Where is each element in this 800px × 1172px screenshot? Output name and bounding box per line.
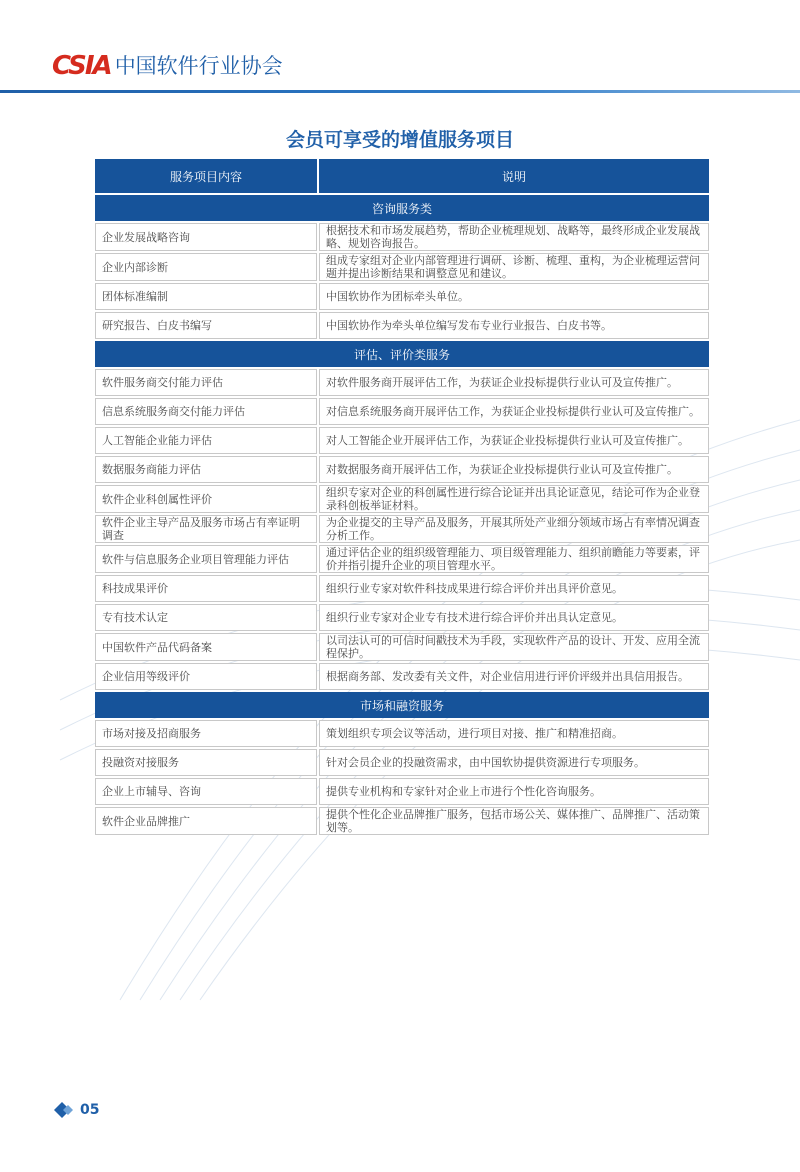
table-row	[95, 312, 709, 339]
table-row	[95, 369, 709, 396]
service-name: 软件企业科创属性评价	[95, 485, 317, 513]
table-row	[95, 575, 709, 602]
table-row	[95, 427, 709, 454]
service-name: 软件企业品牌推广	[95, 807, 317, 835]
table-row	[95, 253, 709, 281]
table-row	[95, 515, 709, 543]
table-row	[95, 283, 709, 310]
page-title: 会员可享受的增值服务项目	[285, 129, 514, 151]
page-header	[0, 0, 800, 94]
csia-logo	[52, 50, 283, 82]
category-market-finance: 市场和融资服务	[95, 692, 709, 718]
service-desc: 组织专家对企业的科创属性进行综合论证并出具论证意见，结论可作为企业登录科创板举证材料。	[319, 485, 709, 513]
service-name: 企业内部诊断	[95, 253, 317, 281]
diamond-arrow-icon	[54, 1102, 76, 1118]
table-row	[95, 604, 709, 631]
service-desc: 组织行业专家对软件科技成果进行综合评价并出具评价意见。	[319, 575, 709, 602]
table-row	[95, 485, 709, 513]
table-row	[95, 633, 709, 661]
service-name: 软件服务商交付能力评估	[95, 369, 317, 396]
table-row	[95, 663, 709, 690]
table-row	[95, 749, 709, 776]
service-name: 企业信用等级评价	[95, 663, 317, 690]
service-desc: 对人工智能企业开展评估工作，为获证企业投标提供行业认可及宣传推广。	[319, 427, 709, 454]
services-table	[93, 157, 711, 837]
table-row	[95, 456, 709, 483]
category-evaluation: 评估、评价类服务	[95, 341, 709, 367]
table-row	[95, 778, 709, 805]
column-header-desc: 说明	[319, 159, 709, 193]
service-name: 专有技术认定	[95, 604, 317, 631]
service-name: 软件企业主导产品及服务市场占有率证明调查	[95, 515, 317, 543]
service-name: 企业上市辅导、咨询	[95, 778, 317, 805]
service-desc: 对数据服务商开展评估工作，为获证企业投标提供行业认可及宣传推广。	[319, 456, 709, 483]
service-name: 软件与信息服务企业项目管理能力评估	[95, 545, 317, 573]
table-row	[95, 807, 709, 835]
service-desc: 根据商务部、发改委有关文件，对企业信用进行评价评级并出具信用报告。	[319, 663, 709, 690]
table-row	[95, 398, 709, 425]
table-row	[95, 223, 709, 251]
column-header-item: 服务项目内容	[95, 159, 317, 193]
service-name: 团体标准编制	[95, 283, 317, 310]
service-name: 市场对接及招商服务	[95, 720, 317, 747]
category-consulting: 咨询服务类	[95, 195, 709, 221]
table-row	[95, 545, 709, 573]
service-desc: 以司法认可的可信时间戳技术为手段，实现软件产品的设计、开发、应用全流程保护。	[319, 633, 709, 661]
org-name: 中国软件行业协会	[114, 54, 283, 78]
logo-mark: CSIA	[52, 51, 111, 81]
service-desc: 为企业提交的主导产品及服务，开展其所处产业细分领域市场占有率情况调查分析工作。	[319, 515, 709, 543]
service-desc: 针对会员企业的投融资需求，由中国软协提供资源进行专项服务。	[319, 749, 709, 776]
service-name: 科技成果评价	[95, 575, 317, 602]
service-name: 企业发展战略咨询	[95, 223, 317, 251]
page-number: 05	[80, 1102, 100, 1118]
service-name: 研究报告、白皮书编写	[95, 312, 317, 339]
service-desc: 策划组织专项会议等活动，进行项目对接、推广和精准招商。	[319, 720, 709, 747]
service-desc: 组成专家组对企业内部管理进行调研、诊断、梳理、重构，为企业梳理运营问题并提出诊断结果和调整意见和建议。	[319, 253, 709, 281]
service-desc: 对软件服务商开展评估工作，为获证企业投标提供行业认可及宣传推广。	[319, 369, 709, 396]
table-row	[95, 720, 709, 747]
service-desc: 根据技术和市场发展趋势，帮助企业梳理规划、战略等，最终形成企业发展战略、规划咨询报告。	[319, 223, 709, 251]
service-desc: 提供专业机构和专家针对企业上市进行个性化咨询服务。	[319, 778, 709, 805]
service-name: 投融资对接服务	[95, 749, 317, 776]
service-name: 中国软件产品代码备案	[95, 633, 317, 661]
header-divider	[0, 90, 800, 93]
service-desc: 组织行业专家对企业专有技术进行综合评价并出具认定意见。	[319, 604, 709, 631]
service-desc: 提供个性化企业品牌推广服务，包括市场公关、媒体推广、品牌推广、活动策划等。	[319, 807, 709, 835]
service-desc: 中国软协作为团标牵头单位。	[319, 283, 709, 310]
service-desc: 中国软协作为牵头单位编写发布专业行业报告、白皮书等。	[319, 312, 709, 339]
service-desc: 通过评估企业的组织级管理能力、项目级管理能力、组织前瞻能力等要素，评价并指引提升企业的项目管理水平。	[319, 545, 709, 573]
service-desc: 对信息系统服务商开展评估工作，为获证企业投标提供行业认可及宣传推广。	[319, 398, 709, 425]
service-name: 人工智能企业能力评估	[95, 427, 317, 454]
service-name: 数据服务商能力评估	[95, 456, 317, 483]
service-name: 信息系统服务商交付能力评估	[95, 398, 317, 425]
